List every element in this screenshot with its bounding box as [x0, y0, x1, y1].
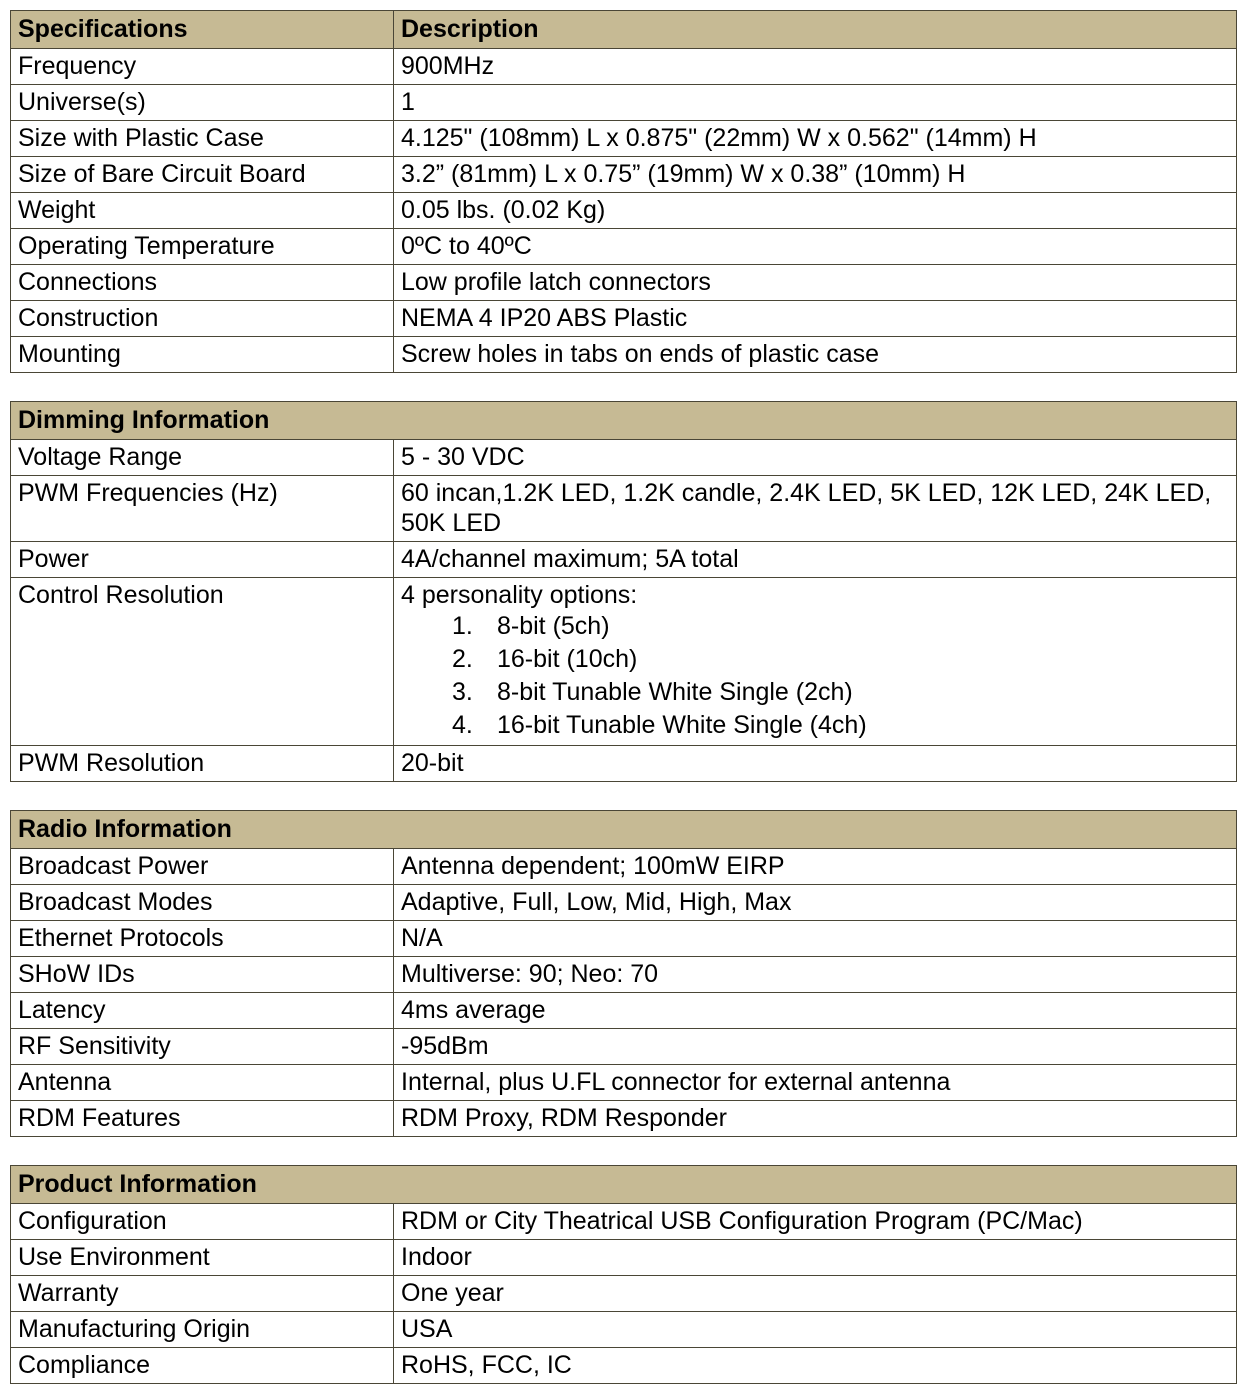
personality-options-list [401, 610, 1229, 742]
spec-label: Warranty [11, 1276, 394, 1312]
spec-value: 4A/channel maximum; 5A total [394, 542, 1237, 578]
table-row [11, 476, 1237, 542]
personality-option: 8-bit (5ch) [497, 612, 610, 640]
tables-container [10, 10, 1237, 1384]
table-row [11, 1312, 1237, 1348]
table-row [11, 1348, 1237, 1384]
table-row [11, 1065, 1237, 1101]
spec-value: 3.2” (81mm) L x 0.75” (19mm) W x 0.38” (10mm) H [394, 157, 1237, 193]
spec-label: Latency [11, 993, 394, 1029]
table-row [11, 85, 1237, 121]
table-row [11, 1240, 1237, 1276]
personality-option: 16-bit Tunable White Single (4ch) [497, 711, 867, 739]
table-row [11, 542, 1237, 578]
section-value-title: Description [394, 11, 1237, 49]
spec-value: Low profile latch connectors [394, 265, 1237, 301]
spec-label: Connections [11, 265, 394, 301]
spec-value: 0ºC to 40ºC [394, 229, 1237, 265]
spec-value: 4.125" (108mm) L x 0.875" (22mm) W x 0.562" (14mm) H [394, 121, 1237, 157]
spec-label: RDM Features [11, 1101, 394, 1137]
spec-value: 900MHz [394, 49, 1237, 85]
spec-label: SHoW IDs [11, 957, 394, 993]
table-header-row [11, 402, 1237, 440]
table-row [11, 746, 1237, 782]
spec-label: Antenna [11, 1065, 394, 1101]
spec-value: -95dBm [394, 1029, 1237, 1065]
table-row [11, 849, 1237, 885]
table-row [11, 157, 1237, 193]
spec-value: 60 incan,1.2K LED, 1.2K candle, 2.4K LED, 5K LED, 12K LED, 24K LED, 50K LED [394, 476, 1237, 542]
table-specifications [10, 10, 1237, 373]
table-row [11, 578, 1237, 746]
table-header-row [11, 11, 1237, 49]
table-row [11, 1276, 1237, 1312]
table-row [11, 301, 1237, 337]
table-row [11, 229, 1237, 265]
spec-label: Frequency [11, 49, 394, 85]
table-row [11, 265, 1237, 301]
spec-value [394, 578, 1237, 746]
spec-label: Use Environment [11, 1240, 394, 1276]
table-row [11, 1204, 1237, 1240]
spec-label: Power [11, 542, 394, 578]
personality-option: 8-bit Tunable White Single (2ch) [497, 678, 853, 706]
spec-label: Voltage Range [11, 440, 394, 476]
section-title: Specifications [11, 11, 394, 49]
spec-value: RDM Proxy, RDM Responder [394, 1101, 1237, 1137]
table-row [11, 957, 1237, 993]
table-row [11, 337, 1237, 373]
table-row [11, 1101, 1237, 1137]
table-dimming-information [10, 401, 1237, 782]
spec-value-text: 4 personality options: [401, 581, 638, 609]
spec-label: Broadcast Modes [11, 885, 394, 921]
table-header-row [11, 811, 1237, 849]
spec-value: Indoor [394, 1240, 1237, 1276]
spec-value: Internal, plus U.FL connector for external antenna [394, 1065, 1237, 1101]
table-product-information [10, 1165, 1237, 1384]
spec-value: N/A [394, 921, 1237, 957]
spec-value: Antenna dependent; 100mW EIRP [394, 849, 1237, 885]
spec-label: PWM Resolution [11, 746, 394, 782]
spec-value: 0.05 lbs. (0.02 Kg) [394, 193, 1237, 229]
spec-value: One year [394, 1276, 1237, 1312]
table-row [11, 49, 1237, 85]
spec-label: Control Resolution [11, 578, 394, 746]
spec-label: Size with Plastic Case [11, 121, 394, 157]
spec-label: Ethernet Protocols [11, 921, 394, 957]
table-row [11, 440, 1237, 476]
spec-label: Configuration [11, 1204, 394, 1240]
table-row [11, 921, 1237, 957]
spec-label: Compliance [11, 1348, 394, 1384]
table-radio-information [10, 810, 1237, 1137]
spec-value: RDM or City Theatrical USB Configuration Program (PC/Mac) [394, 1204, 1237, 1240]
section-title: Dimming Information [11, 402, 1237, 440]
spec-label: Mounting [11, 337, 394, 373]
section-title: Radio Information [11, 811, 1237, 849]
table-row [11, 121, 1237, 157]
spec-label: Broadcast Power [11, 849, 394, 885]
spec-label: Operating Temperature [11, 229, 394, 265]
table-row [11, 885, 1237, 921]
table-header-row [11, 1166, 1237, 1204]
spec-value: 1 [394, 85, 1237, 121]
spec-value: 4ms average [394, 993, 1237, 1029]
spec-value: Screw holes in tabs on ends of plastic case [394, 337, 1237, 373]
spec-label: Size of Bare Circuit Board [11, 157, 394, 193]
spec-value: NEMA 4 IP20 ABS Plastic [394, 301, 1237, 337]
table-row [11, 993, 1237, 1029]
section-title: Product Information [11, 1166, 1237, 1204]
table-row [11, 193, 1237, 229]
spec-label: PWM Frequencies (Hz) [11, 476, 394, 542]
spec-label: Weight [11, 193, 394, 229]
spec-value: 20-bit [394, 746, 1237, 782]
spec-value: 5 - 30 VDC [394, 440, 1237, 476]
spec-value: RoHS, FCC, IC [394, 1348, 1237, 1384]
spec-value: Multiverse: 90; Neo: 70 [394, 957, 1237, 993]
spec-value: USA [394, 1312, 1237, 1348]
spec-label: Construction [11, 301, 394, 337]
table-row [11, 1029, 1237, 1065]
spec-label: Universe(s) [11, 85, 394, 121]
spec-label: RF Sensitivity [11, 1029, 394, 1065]
personality-option: 16-bit (10ch) [497, 645, 638, 673]
spec-label: Manufacturing Origin [11, 1312, 394, 1348]
spec-value: Adaptive, Full, Low, Mid, High, Max [394, 885, 1237, 921]
